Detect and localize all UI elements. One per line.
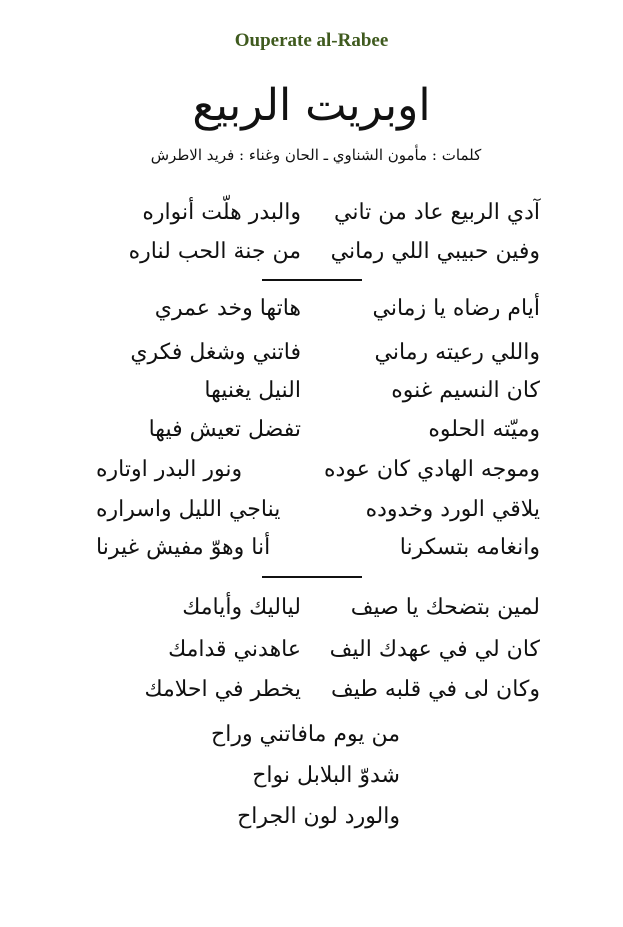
verse-line [96,193,540,233]
verse-line [96,490,540,530]
hemistich-right: وموجه الهادي كان عوده [324,457,540,482]
hemistich-left: فاتني وشغل فكري [130,340,301,365]
hemistich-right: آدي الربيع عاد من تاني [334,200,540,225]
verse-line: والورد لون الجراح [237,804,400,829]
verse-line [96,289,540,329]
page-header: Ouperate al-Rabee [234,30,389,51]
verse-line [96,450,540,490]
hemistich-left: من جنة الحب لناره [128,239,301,264]
verse-line [96,670,540,710]
verse-line [96,588,540,628]
hemistich-left: ونور البدر اوتاره [96,457,243,482]
verse-line [96,528,540,568]
verse-line [96,232,540,272]
hemistich-right: كان لي في عهدك اليف [329,637,540,662]
hemistich-left: عاهدني قدامك [168,637,301,662]
stanza-divider [262,279,362,281]
hemistich-left: النيل يغنيها [204,378,301,403]
hemistich-right: لمين بتضحك يا صيف [350,595,540,620]
stanza-divider [262,576,362,578]
hemistich-right: وكان لى في قلبه طيف [331,677,540,702]
verse-line: شدوّ البلابل نواح [252,763,400,788]
hemistich-left: تفضل تعيش فيها [148,417,301,442]
poem-title: اوبريت الربيع [192,80,431,131]
verse-line [96,371,540,411]
hemistich-left: والبدر هلّت أنواره [142,200,301,225]
hemistich-right: يلاقي الورد وخدوده [365,497,540,522]
hemistich-right: كان النسيم غنوه [391,378,540,403]
verse-line [96,630,540,670]
hemistich-left: يناجي الليل واسراره [96,497,281,522]
hemistich-left: هاتها وخد عمري [154,296,301,321]
verse-line [96,410,540,450]
hemistich-right: وميّته الحلوه [428,417,540,442]
hemistich-left: لياليك وأيامك [182,595,301,620]
poem-credits: كلمات : مأمون الشناوي ـ الحان وغناء : فريد الاطرش [150,146,482,164]
hemistich-right: وانغامه بتسكرنا [399,535,540,560]
verse-line [96,333,540,373]
hemistich-left: يخطر في احلامك [144,677,301,702]
verse-line: من يوم مافاتني وراح [211,722,400,747]
hemistich-left: أنا وهوّ مفيش غيرنا [96,535,271,560]
hemistich-right: واللي رعيته رماني [374,340,540,365]
hemistich-right: وفين حبيبي اللي رماني [330,239,540,264]
hemistich-right: أيام رضاه يا زماني [372,296,540,321]
